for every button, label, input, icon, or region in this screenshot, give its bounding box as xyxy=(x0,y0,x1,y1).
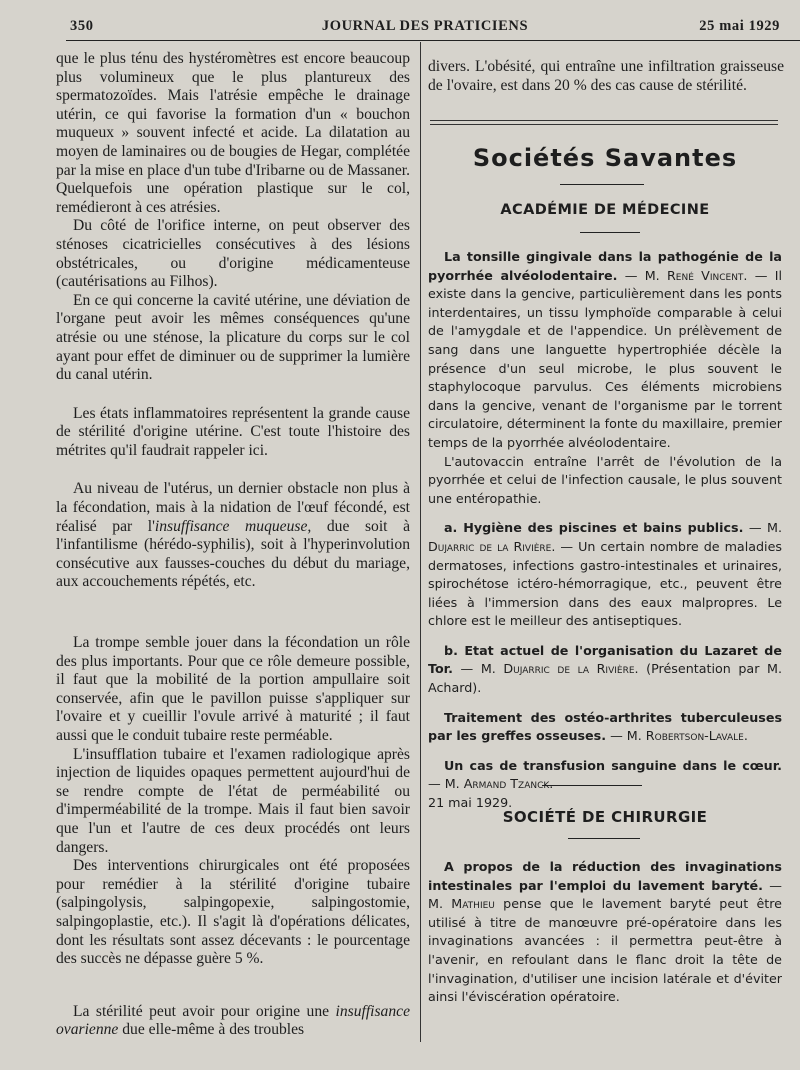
entry-2-text: — Un certain nombre de maladies dermatoses, infections gastro-intestinales et urinaires, spirochétose ictéro-hémorragique, etc., peuvent être liées à l'immersion dans des eaux malpropres. Le chlore est le meilleur des antiseptiques. xyxy=(428,538,782,629)
entry-3-title: b. Etat actuel de l'organisation du Lazaret de Tor. xyxy=(428,642,782,677)
surgery-entry-title: A propos de la réduction des invaginations intestinales par l'emploi du lavement baryté. xyxy=(428,859,782,893)
title-underline xyxy=(560,184,644,185)
surgery-underline xyxy=(568,838,640,839)
surgery-entries xyxy=(428,858,782,1007)
page-number: 350 xyxy=(70,18,94,34)
surgery-top-rule xyxy=(542,785,642,786)
entry-3-text: (Présentation par M. Achard). xyxy=(428,661,782,696)
left-paragraph-7: L'insufflation tubaire et l'examen radiologique après injection de liquides opaques permettent aujourd'hui de se rendre compte de l'état de perméabilité ou d'imperméabilité de la trompe. Mais il faut bien savoir que l'un et l'autre de ces deux procédés ont leurs dangers. xyxy=(56,745,410,856)
left-paragraph-2: Du côté de l'orifice interne, on peut observer des sténoses cicatricielles consécutives à des lésions obstétricales, ou d'origine médicamenteuse (cautérisations au Filhos). xyxy=(56,217,410,291)
academy-entry-1-cont: L'autovaccin entraîne l'arrêt de l'évolution de la pyorrhée et celui de l'infection causale, le plus souvent une entéropathie. xyxy=(428,453,782,506)
entry-1-title: La tonsille gingivale dans la pathogénie de la pyorrhée alvéolodentaire. xyxy=(428,249,782,283)
entry-1-text: — Il existe dans la gencive, particulièrement dans les ponts interdentaires, un tissu lymphoïde comparable à celui de l'amygdale et de l'appendice. Un prélèvement de sang dans une languette hypertrophiée décèle la présence d'un seul microbe, le plus souvent le staphylocoque parvulus. Ces éléments microbiens dans la gencive, venant de l'organisme par le torrent circulatoire, déterminent la fonte du maxillaire, premier temps de la pyorrhée alvéolodentaire. xyxy=(428,267,782,450)
academy-entry-4 xyxy=(428,709,782,746)
header-rule xyxy=(66,40,800,41)
section-title: Sociétés Savantes xyxy=(472,144,738,172)
entry-4-author: — M. Robertson-Lavale. xyxy=(606,728,748,744)
issue-date: 25 mai 1929 xyxy=(699,18,780,34)
entry-1-author: — M. René Vincent. xyxy=(617,267,748,283)
surgery-entry-1 xyxy=(428,858,782,1007)
surgery-entry-text: pense que le lavement baryté peut être utilisé à titre de manœuvre pré-opératoire dans les invaginations avancées : il permettra peut-être à l'avenir, en refoulant dans le flanc droit la tête de l'invagination, d'utiliser une incision latérale et d'éviter ainsi l'éviscération opératoire. xyxy=(428,896,782,1005)
entry-2-title: a. Hygiène des piscines et bains publics. xyxy=(444,520,744,536)
academy-entry-3 xyxy=(428,642,782,698)
p5-text-a: Au niveau de l'utérus, un dernier obstacle non plus à la fécondation, mais à la nidation de l'œuf fécondé, est réalisé par l' xyxy=(56,480,410,535)
p9-emphasis: insuffisance ovarienne xyxy=(56,1002,410,1039)
entry-5-title: Un cas de transfusion sanguine dans le cœur. xyxy=(444,757,782,773)
page-header xyxy=(70,14,780,42)
left-paragraph-9 xyxy=(56,1003,410,1040)
academy-entry-1 xyxy=(428,248,782,453)
academy-entry-2 xyxy=(428,519,782,631)
journal-title: JOURNAL DES PRATICIENS xyxy=(321,18,529,34)
left-paragraph-4: Les états inflammatoires représentent la grande cause de stérilité d'origine utérine. C'est toute l'histoire des métrites qu'il faudrait rappeler ici. xyxy=(56,404,410,459)
p9-text-b: due elle-même à des troubles xyxy=(118,1021,305,1039)
session-date: 21 mai 1929. xyxy=(428,795,513,811)
surgery-entry-author: — M. Mathieu xyxy=(428,877,782,912)
academy-title: ACADÉMIE DE MÉDECINE xyxy=(500,202,710,218)
entry-3-author: — M. Dujarric de la Rivière. xyxy=(452,661,639,677)
entry-4-title: Traitement des ostéo-arthrites tuberculeuses par les greffes osseuses. xyxy=(428,709,782,744)
academy-underline xyxy=(580,232,640,233)
left-paragraph-5 xyxy=(56,480,410,592)
right-top-text: divers. L'obésité, qui entraîne une infiltration graisseuse de l'ovaire, est dans 20 % des cas cause de stérilité. xyxy=(428,58,784,94)
p9-text-a: La stérilité peut avoir pour origine une xyxy=(73,1002,336,1020)
left-column xyxy=(56,50,410,1040)
section-double-rule xyxy=(430,120,778,125)
surgery-title: SOCIÉTÉ DE CHIRURGIE xyxy=(502,808,708,826)
column-divider xyxy=(420,42,421,1042)
academy-entries xyxy=(428,248,782,813)
left-paragraph-1: que le plus ténu des hystéromètres est encore beaucoup plus volumineux que le plus plantureux des spermatozoïdes. Mais l'atrésie empêche le drainage utérin, ce qui favorise la formation d'un « bouchon muqueux » souvent infecté et acide. La dilatation au moyen de laminaires ou de bougies de Hegar, complétée par la mise en place d'un tube d'Iribarne ou de Massaner. Quelquefois une opération plastique sur le col, remédieront à ces atrésies. xyxy=(56,50,410,216)
right-column-continuation xyxy=(428,58,784,95)
p5-emphasis: insuffisance muqueuse, xyxy=(154,517,312,535)
p5-text-b: due soit à l'infantilisme (hérédo-syphilis), soit à l'hyperinvolution consécutive aux fausses-couches du début du mariage, aux accouchements répétés, etc. xyxy=(56,517,410,591)
left-paragraph-8: Des interventions chirurgicales ont été proposées pour remédier à la stérilité d'origine tubaire (salpingolysis, salpingopexie, salpingostomie, salpingoplastie, etc.). Il s'agit là d'opérations délicates, dont les résultats sont assez décevants : le pourcentage des succès ne dépasse guère 5 %. xyxy=(56,857,410,968)
entry-2-author: — M. Dujarric de la Rivière. xyxy=(428,520,782,554)
academy-entry-5 xyxy=(428,757,782,794)
left-paragraph-3: En ce qui concerne la cavité utérine, une déviation de l'organe peut avoir les mêmes conséquences qu'une atrésie ou une sténose, la plicature du corps sur le col ayant pour effet de diminuer ou de supprimer la lumière du canal utérin. xyxy=(56,291,410,384)
entry-5-author: — M. Armand Tzanck. xyxy=(428,776,554,792)
left-paragraph-6: La trompe semble jouer dans la fécondation un rôle des plus importants. Pour que ce rôle demeure possible, il faut que la mobilité de la portion ampullaire soit conservée, afin que le pavillon puisse s'appliquer sur l'ovaire et y cueillir l'ovule arrivé à maturité ; il faut aussi que le conduit tubaire reste perméable. xyxy=(56,634,410,744)
